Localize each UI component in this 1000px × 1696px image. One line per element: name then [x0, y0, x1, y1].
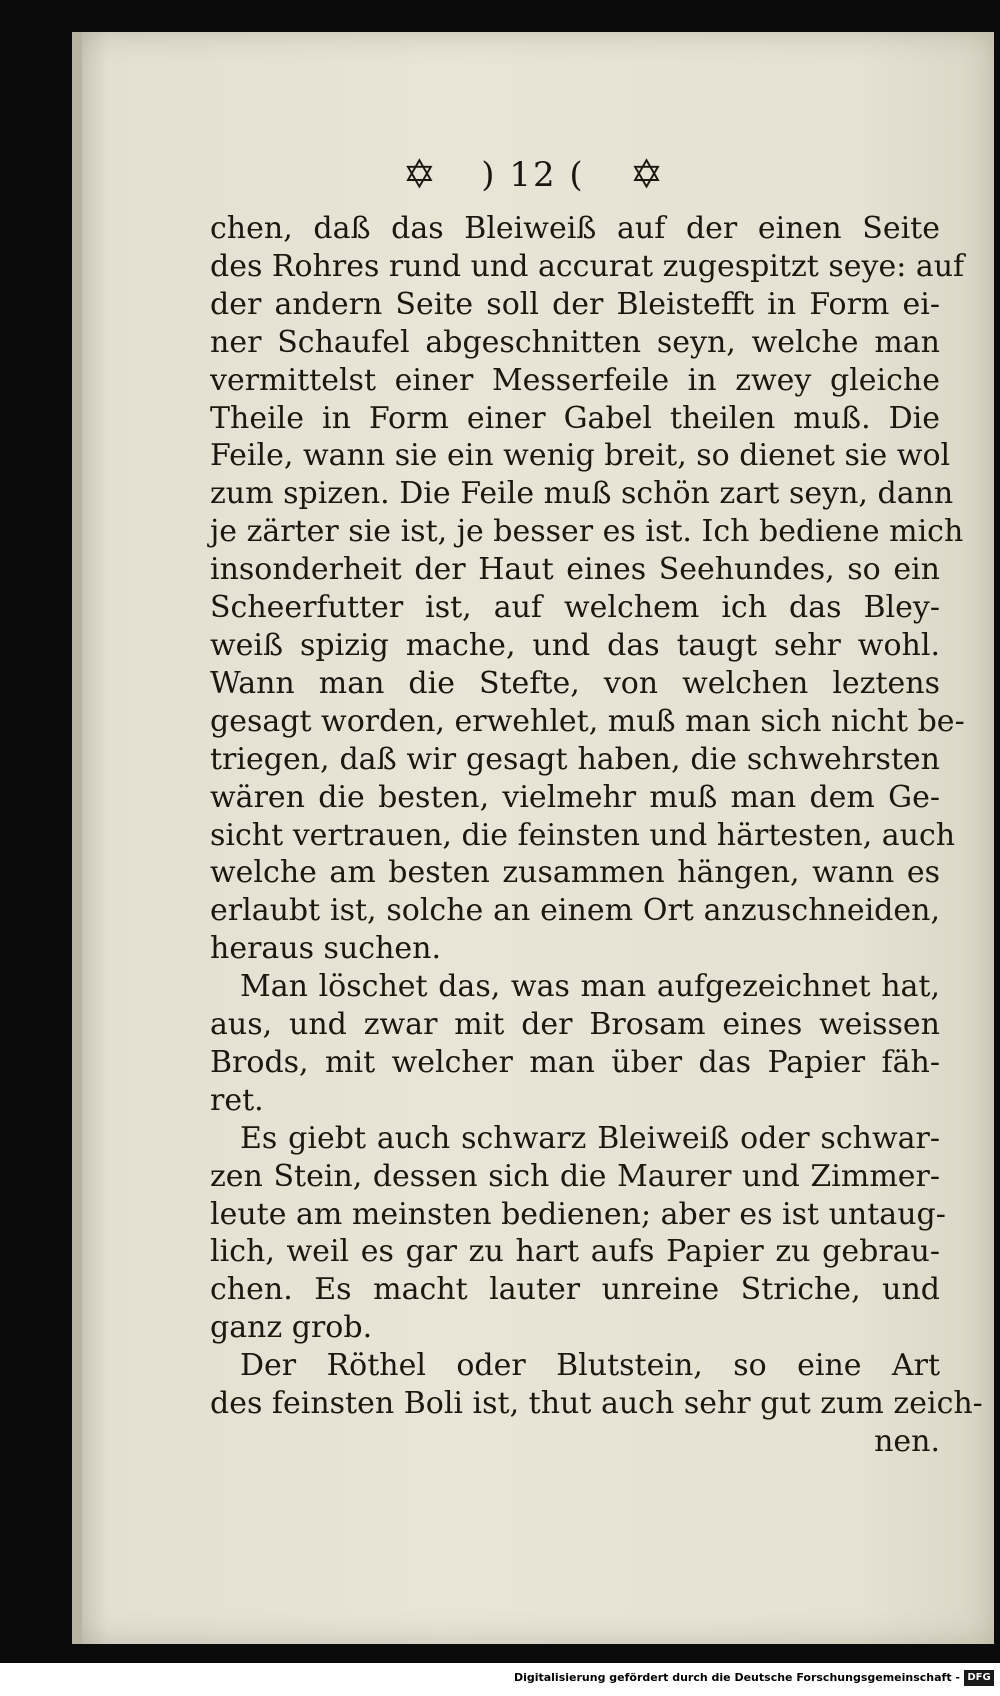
text-line: zen Stein, dessen sich die Maurer und Zimmer-: [210, 1158, 940, 1194]
footer-bar: [0, 1663, 1000, 1696]
text-line: je zärter sie ist, je besser es ist. Ich bediene mich: [210, 514, 964, 550]
page-body: [210, 210, 983, 1461]
catchword: nen.: [874, 1424, 940, 1459]
ornament-left-icon: ✡: [402, 152, 437, 198]
text-line: aus, und zwar mit der Brosam eines weissen: [210, 1007, 940, 1043]
text-line: ner Schaufel abgeschnitten seyn, welche man: [210, 324, 940, 360]
text-line: vermittelst einer Messerfeile in zwey gleiche: [210, 362, 940, 398]
text-line: Man löschet das, was man aufgezeichnet hat,: [240, 969, 940, 1005]
text-line: welche am besten zusammen hängen, wann es: [210, 855, 940, 891]
ornament-right-icon: ✡: [629, 152, 664, 198]
text-line: des Rohres rund und accurat zugespitzt seye: auf: [210, 248, 965, 284]
text-line: erlaubt ist, solche an einem Ort anzuschneiden,: [210, 893, 940, 929]
page-number: ) 12 (: [481, 155, 585, 195]
page-header: [72, 150, 994, 200]
text-line: Wann man die Stefte, von welchen leztens: [210, 665, 940, 701]
text-line: Brods, mit welcher man über das Papier fäh-: [210, 1044, 940, 1080]
text-line: Feile, wann sie ein wenig breit, so dienet sie wol: [210, 438, 951, 474]
dfg-logo: DFG: [964, 1670, 994, 1686]
page-edge: [72, 32, 82, 1644]
text-line: heraus suchen.: [210, 931, 442, 967]
text-line: leute am meinsten bedienen; aber es ist untaug-: [210, 1196, 946, 1232]
text-line: lich, weil es gar zu hart aufs Papier zu gebrau-: [210, 1234, 940, 1270]
text-line: insonderheit der Haut eines Seehundes, so ein: [210, 552, 940, 588]
text-line: wären die besten, vielmehr muß man dem Ge-: [210, 779, 940, 815]
text-line: Theile in Form einer Gabel theilen muß. Die: [210, 400, 940, 436]
text-line: chen. Es macht lauter unreine Striche, und: [210, 1272, 940, 1308]
text-line: chen, daß das Bleiweiß auf der einen Seite: [210, 211, 940, 246]
book-page: [72, 32, 994, 1644]
text-line: der andern Seite soll der Bleistefft in Form ei-: [210, 286, 940, 322]
text-line: triegen, daß wir gesagt haben, die schwehrsten: [210, 741, 940, 777]
footer-credit: Digitalisierung gefördert durch die Deutsche Forschungsgemeinschaft -: [513, 1671, 960, 1684]
text-line: Es giebt auch schwarz Bleiweiß oder schwar-: [240, 1120, 940, 1156]
text-line: sicht vertrauen, die feinsten und härtesten, auch: [210, 817, 956, 853]
text-line: zum spizen. Die Feile muß schön zart seyn, dann: [210, 476, 954, 512]
text-line: ret.: [210, 1082, 264, 1118]
text-line: Der Röthel oder Blutstein, so eine Art: [240, 1348, 940, 1384]
text-line: ganz grob.: [210, 1310, 373, 1346]
text-line: weiß spizig mache, und das taugt sehr wohl.: [210, 627, 940, 663]
text-line: gesagt worden, erwehlet, muß man sich nicht be-: [210, 703, 965, 739]
text-line: des feinsten Boli ist, thut auch sehr gut zum zeich-: [210, 1386, 983, 1422]
text-line: Scheerfutter ist, auf welchem ich das Bley-: [210, 590, 940, 626]
